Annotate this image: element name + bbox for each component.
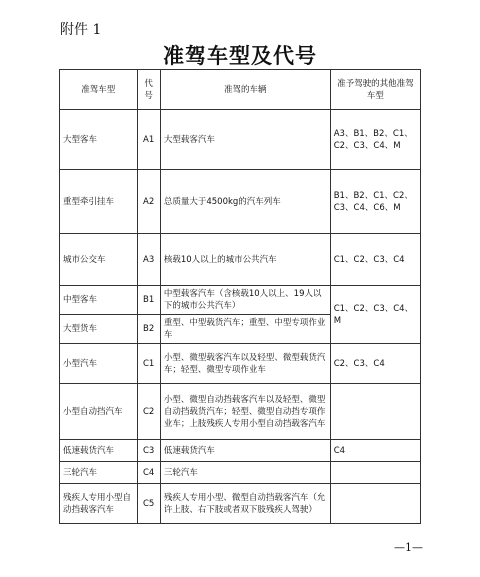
page-number: —1— xyxy=(394,541,423,554)
cell-vehicles: 大型载客汽车 xyxy=(160,110,330,170)
annex-label: 附件 1 xyxy=(60,22,102,38)
cell-code: A3 xyxy=(137,234,160,286)
cell-type: 大型客车 xyxy=(60,110,138,170)
header-vehicles: 准驾的车辆 xyxy=(160,70,330,110)
table-row xyxy=(60,286,421,315)
cell-vehicles: 三轮汽车 xyxy=(160,462,330,484)
cell-code: A2 xyxy=(137,170,160,234)
cell-vehicles: 低速载货汽车 xyxy=(160,440,330,462)
cell-type: 三轮汽车 xyxy=(60,462,138,484)
cell-type: 小型自动挡汽车 xyxy=(60,384,138,440)
cell-code: C1 xyxy=(137,344,160,384)
cell-other: C2、C3、C4 xyxy=(330,344,420,384)
cell-other xyxy=(330,484,420,524)
document-title: 准驾车型及代号 xyxy=(163,44,317,68)
cell-vehicles: 核载10人以上的城市公共汽车 xyxy=(160,234,330,286)
cell-other: C4 xyxy=(330,440,420,462)
cell-vehicles: 小型、微型载客汽车以及轻型、微型载货汽车；轻型、微型专项作业车 xyxy=(160,344,330,384)
cell-type: 城市公交车 xyxy=(60,234,138,286)
cell-code: C3 xyxy=(137,440,160,462)
cell-vehicles: 总质量大于4500kg的汽车列车 xyxy=(160,170,330,234)
cell-code: C5 xyxy=(137,484,160,524)
cell-code: B1 xyxy=(137,286,160,315)
cell-code: A1 xyxy=(137,110,160,170)
table-row xyxy=(60,110,421,170)
cell-type: 重型牵引挂车 xyxy=(60,170,138,234)
table-row xyxy=(60,384,421,440)
cell-code: B2 xyxy=(137,315,160,344)
cell-other xyxy=(330,462,420,484)
table-row xyxy=(60,344,421,384)
header-license-type: 准驾车型 xyxy=(60,70,138,110)
cell-code: C2 xyxy=(137,384,160,440)
cell-other: A3、B1、B2、C1、C2、C3、C4、M xyxy=(330,110,420,170)
cell-code: C4 xyxy=(137,462,160,484)
cell-vehicles: 中型载客汽车（含核载10人以上、19人以下的城市公共汽车） xyxy=(160,286,330,315)
header-other-types: 准予驾驶的其他准驾车型 xyxy=(330,70,420,110)
table-header-row xyxy=(60,70,421,110)
cell-type: 残疾人专用小型自动挡载客汽车 xyxy=(60,484,138,524)
cell-type: 中型客车 xyxy=(60,286,138,315)
table-row xyxy=(60,170,421,234)
cell-type: 大型货车 xyxy=(60,315,138,344)
cell-other: C1、C2、C3、C4 xyxy=(330,234,420,286)
cell-vehicles: 重型、中型载货汽车；重型、中型专项作业车 xyxy=(160,315,330,344)
cell-other: C1、C2、C3、C4、M xyxy=(330,286,420,344)
cell-vehicles: 残疾人专用小型、微型自动挡载客汽车（允许上肢、右下肢或者双下肢残疾人驾驶） xyxy=(160,484,330,524)
table-row xyxy=(60,462,421,484)
cell-other xyxy=(330,384,420,440)
license-class-table xyxy=(59,69,421,524)
table-row xyxy=(60,234,421,286)
table-row xyxy=(60,484,421,524)
header-code: 代号 xyxy=(137,70,160,110)
cell-other: B1、B2、C1、C2、C3、C4、C6、M xyxy=(330,170,420,234)
cell-type: 小型汽车 xyxy=(60,344,138,384)
cell-vehicles: 小型、微型自动挡载客汽车以及轻型、微型自动挡载货汽车；轻型、微型自动挡专项作业车；上肢残疾人专用小型自动挡载客汽车 xyxy=(160,384,330,440)
cell-type: 低速载货汽车 xyxy=(60,440,138,462)
table-row xyxy=(60,440,421,462)
